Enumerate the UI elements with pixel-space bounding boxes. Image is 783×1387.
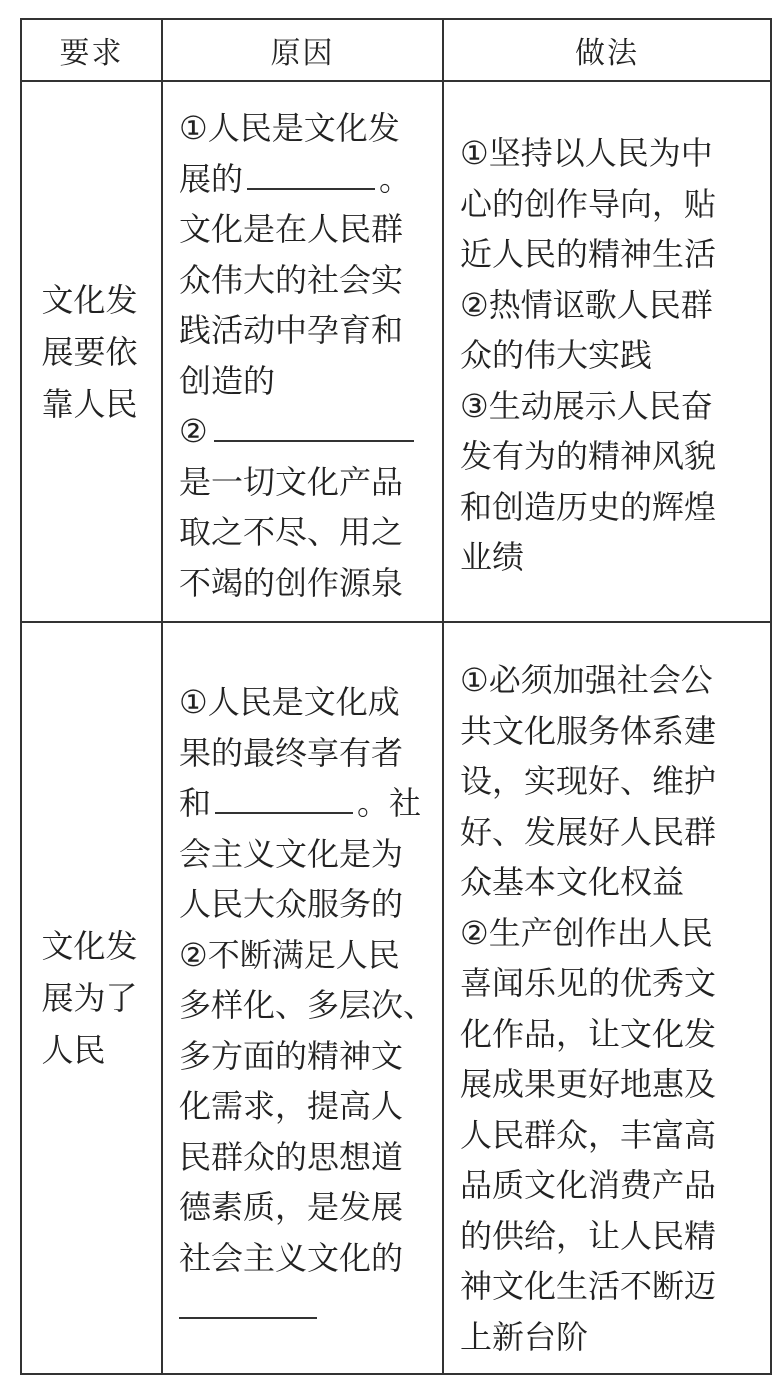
row1-reason-line: 文化是在人民群 [179, 210, 404, 248]
row2-reason-line-blank [179, 1283, 429, 1334]
row2-method-line: 品质文化消费产品 [460, 1166, 717, 1204]
row2-method-line: 众基本文化权益 [460, 863, 685, 901]
row2-reason-line-blank: 和 。社 [179, 778, 429, 829]
fill-blank-4 [179, 1283, 317, 1319]
row2-method-line: 展成果更好地惠及 [460, 1065, 717, 1103]
row2-reason-line: 化需求，提高人 [179, 1087, 404, 1125]
row2-method-line: 设，实现好、维护 [460, 762, 717, 800]
row1-requirement: 文化发展要依靠人民 [41, 280, 138, 423]
header-method: 做法 [575, 36, 639, 71]
row1-method-cell [460, 128, 760, 583]
row2-reason-line: ②不断满足人民 [179, 935, 400, 974]
row2-method-line: 喜闻乐见的优秀文 [460, 964, 717, 1002]
row2-reason-line: 德素质，是发展 [179, 1188, 404, 1226]
fill-blank-2 [214, 406, 414, 442]
column-divider [161, 20, 163, 1373]
row2-reason-line: 人民大众服务的 [179, 885, 404, 923]
row2-method-line: 化作品，让文化发 [460, 1014, 717, 1053]
row1-method-line: 和创造历史的辉煌 [460, 487, 717, 526]
row2-reason-line: 会主义文化是为 [179, 834, 404, 873]
row1-method-line: 众的伟大实践 [460, 336, 653, 374]
row2-reason-line: 社会主义文化的 [179, 1238, 404, 1277]
row1-method-line: ②热情讴歌人民群 [460, 285, 713, 324]
row1-reason-line: 不竭的创作源泉 [179, 563, 404, 602]
row1-method-line: ①坚持以人民为中 [460, 134, 713, 172]
row1-reason-line: 践活动中孕育和 [179, 311, 404, 349]
header-reason: 原因 [270, 36, 335, 71]
row2-reason-line: 多方面的精神文 [179, 1036, 404, 1075]
row1-reason-line-blank: ② [179, 406, 429, 457]
row2-reason-line: 民群众的思想道 [179, 1137, 404, 1176]
row1-method-line: 近人民的精神生活 [460, 235, 717, 273]
row2-method-line: 共文化服务体系建 [460, 711, 717, 750]
row2-reason-cell [179, 677, 436, 1334]
row2-method-line: 人民群众，丰富高 [460, 1115, 717, 1154]
row2-method-line: 神文化生活不断迈 [460, 1267, 717, 1305]
row2-method-cell [460, 655, 760, 1362]
row1-reason-line: 创造的 [179, 361, 276, 400]
row1-reason-cell [179, 103, 429, 608]
row1-reason-line: 是一切文化产品 [179, 462, 404, 501]
row2-requirement: 文化发展为了人民 [41, 927, 138, 1069]
row1-method-line: 发有为的精神风貌 [460, 437, 717, 475]
row2-reason-line: ①人民是文化成 [179, 683, 400, 721]
fill-blank-3 [215, 778, 353, 814]
row2-method-line: 上新台阶 [460, 1317, 589, 1356]
row2-reason-line: 多样化、多层次、 [179, 986, 436, 1024]
row2-method-line: 好、发展好人民群 [460, 812, 717, 851]
header-requirement: 要求 [59, 36, 124, 71]
row1-reason-line: 取之不尽、用之 [179, 513, 404, 551]
row1-reason-line: ①人民是文化发 [179, 109, 400, 147]
row1-method-line: 业绩 [460, 538, 525, 576]
row2-requirement-cell [22, 623, 161, 1373]
row2-method-line: 的供给，让人民精 [460, 1216, 717, 1255]
row1-reason-line-blank: 展的 。 [179, 154, 429, 205]
row2-method-line: ①必须加强社会公 [460, 661, 713, 699]
row1-requirement-cell [22, 82, 161, 621]
row1-method-line: 心的创作导向，贴 [460, 184, 717, 223]
column-divider [442, 20, 444, 1373]
row1-reason-line: 众伟大的社会实 [179, 260, 404, 299]
fill-blank-1 [247, 154, 375, 190]
knowledge-table [20, 18, 772, 1375]
row1-method-line: ③生动展示人民奋 [460, 386, 713, 425]
row2-method-line: ②生产创作出人民 [460, 913, 713, 952]
row2-reason-line: 果的最终享有者 [179, 733, 404, 772]
